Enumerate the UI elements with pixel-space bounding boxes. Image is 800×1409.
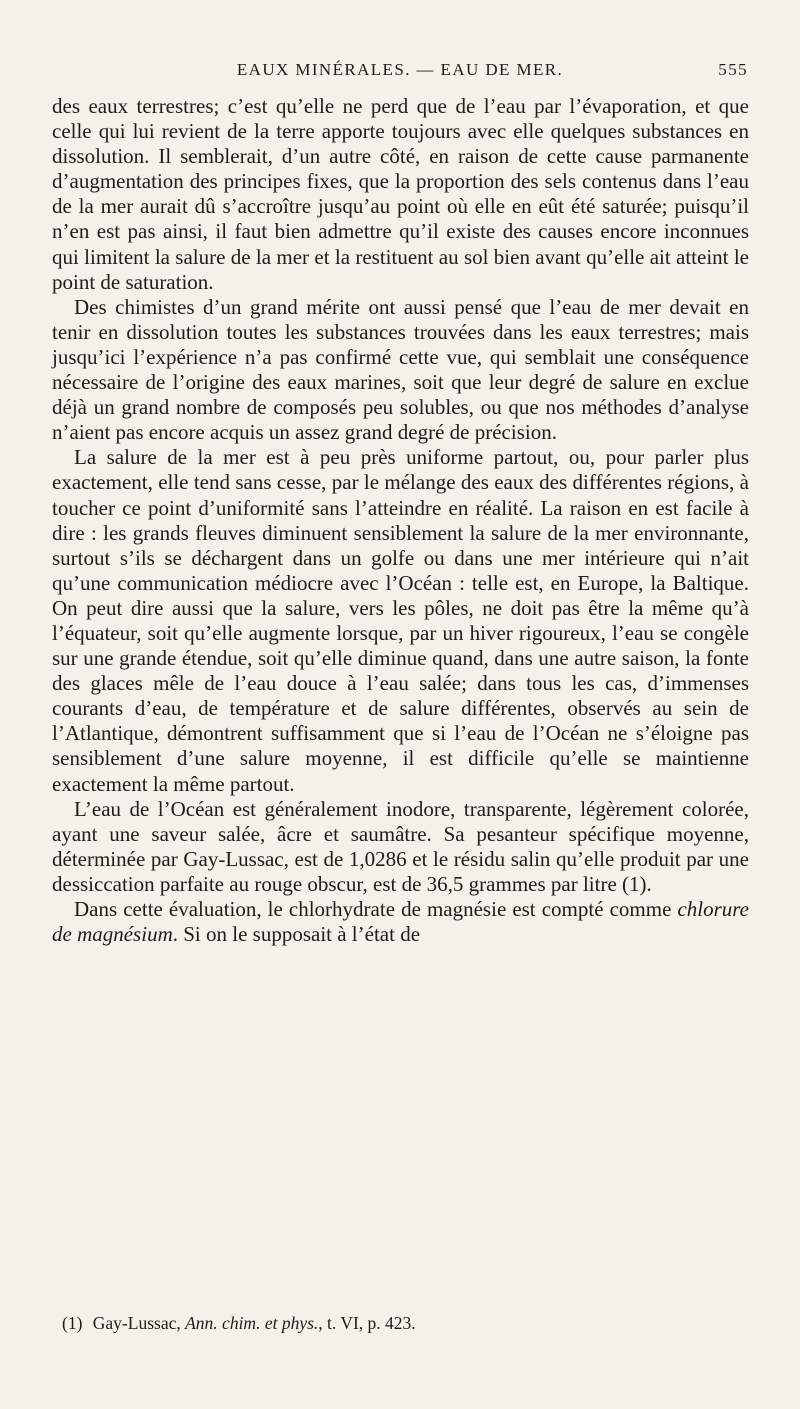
body-text [52,94,749,947]
paragraph-text: Dans cette évaluation, le chlorhydrate de magnésie est compté comme [74,897,678,921]
footnote [62,1312,742,1334]
paragraph: La salure de la mer est à peu près uniforme partout, ou, pour parler plus exactement, elle tend sans cesse, par le mélange des eaux des différentes régions, à toucher ce point d’uniformité sans l’atteindre en réalité. La raison en est facile à dire : les grands fleuves diminuent sensiblement la salure de la mer environnante, surtout s’ils se déchargent dans un golfe ou dans une mer intérieure qui n’ait qu’une communication médiocre avec l’Océan : telle est, en Europe, la Baltique. On peut dire aussi que la salure, vers les pôles, ne doit pas être la même qu’à l’équateur, soit qu’elle augmente lorsque, par un hiver rigoureux, l’eau se congèle sur une grande étendue, soit qu’elle diminue quand, dans une autre saison, la fonte des glaces mêle de l’eau douce à l’eau salée; dans tous les cas, d’immenses courants d’eau, de température et de salure différentes, observés au sein de l’Atlantique, démontrent suffisamment que si l’eau de l’Océan ne s’éloigne pas sensiblement d’une salure moyenne, il est difficile qu’elle se maintienne exactement la même partout. [52,445,749,796]
paragraph: Des chimistes d’un grand mérite ont aussi pensé que l’eau de mer devait en tenir en dissolution toutes les substances trouvées dans les eaux terrestres; mais jusqu’ici l’expérience n’a pas confirmé cette vue, qui semblait une conséquence nécessaire de l’origine des eaux marines, soit que leur degré de salure en exclue déjà un grand nombre de composés peu solubles, ou que nos méthodes d’analyse n’aient pas encore acquis un assez grand degré de précision. [52,294,749,445]
paragraph: des eaux terrestres; c’est qu’elle ne perd que de l’eau par l’évaporation, et que celle qui lui revient de la terre apporte toujours avec elle quelques substances en dissolution. Il semblerait, d’un autre côté, en raison de cette cause parmanente d’augmentation des principes fixes, que la proportion des sels contenus dans l’eau de la mer aurait dû s’accroître jusqu’au point où elle en eût été saturée; puisqu’il n’en est pas ainsi, il faut bien admettre qu’il existe des causes encore inconnues qui limitent la salure de la mer et la restituent au sol bien avant qu’elle ait atteint le point de saturation. [52,94,749,294]
footnote-reference: , t. VI, p. 423. [318,1313,416,1333]
footnote-mark: (1) [62,1313,83,1333]
italic-term: chlorure de magnésium [52,897,749,947]
paragraph: L’eau de l’Océan est généralement inodore, transparente, légèrement colorée, ayant une saveur salée, âcre et saumâtre. Sa pesanteur spécifique moyenne, déterminée par Gay-Lussac, est de 1,0286 et le résidu salin qu’elle produit par une dessiccation parfaite au rouge obscur, est de 36,5 grammes par litre (1). [52,796,749,896]
paragraph [52,897,749,947]
paragraph-text: . Si on le supposait à l’état de [172,922,421,947]
footnote-journal: Ann. chim. et phys. [185,1313,319,1333]
footnote-author: Gay-Lussac, [92,1313,181,1333]
page-header [52,60,748,86]
page-number: 555 [718,60,748,79]
running-title: EAUX MINÉRALES. — EAU DE MER. [236,60,564,79]
